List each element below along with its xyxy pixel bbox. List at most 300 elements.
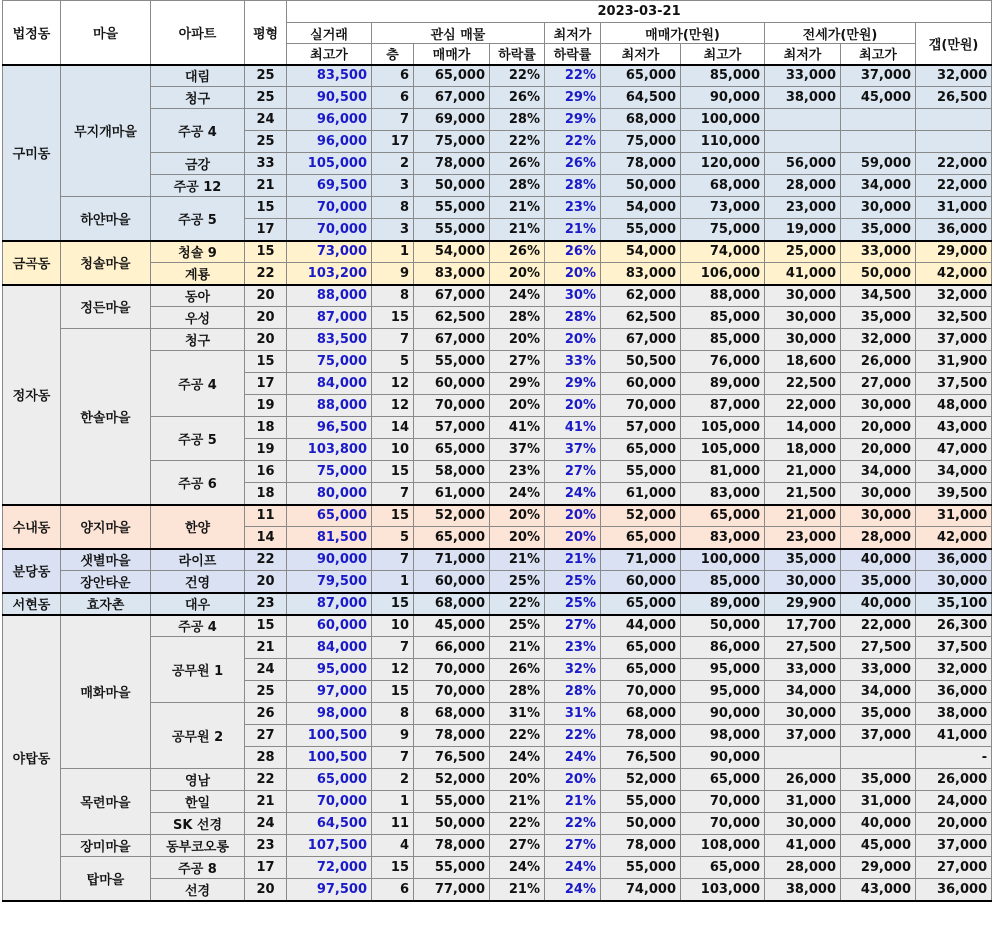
cell-sale-price: 70,000 — [414, 681, 490, 703]
cell-drop-rate: 22% — [490, 131, 545, 153]
cell-deal-max: 84,000 — [287, 637, 372, 659]
cell-pyeong: 15 — [245, 615, 287, 637]
cell-sale-max: 65,000 — [681, 769, 765, 791]
cell-drop-rate: 31% — [490, 703, 545, 725]
cell-min-drop: 25% — [545, 571, 601, 593]
cell-sale-price: 78,000 — [414, 153, 490, 175]
cell-gap: 31,000 — [916, 197, 992, 219]
header-dong: 법정동 — [3, 1, 61, 65]
cell-min-drop: 29% — [545, 87, 601, 109]
cell-drop-rate: 21% — [490, 197, 545, 219]
table-row — [3, 109, 992, 131]
cell-sale-min: 65,000 — [601, 637, 681, 659]
cell-drop-rate: 21% — [490, 879, 545, 901]
header-gap: 갭(만원) — [916, 23, 992, 65]
cell-sale-min: 68,000 — [601, 109, 681, 131]
cell-jeonse-max: 30,000 — [841, 505, 916, 527]
cell-floor: 6 — [372, 65, 414, 87]
cell-sale-min: 65,000 — [601, 439, 681, 461]
cell-drop-rate: 21% — [490, 219, 545, 241]
table-row — [3, 791, 992, 813]
table-row — [3, 637, 992, 659]
cell-sale-min: 65,000 — [601, 65, 681, 87]
cell-sale-min: 75,000 — [601, 131, 681, 153]
cell-sale-price: 67,000 — [414, 87, 490, 109]
cell-pyeong: 27 — [245, 725, 287, 747]
cell-gap: 37,500 — [916, 637, 992, 659]
cell-floor: 11 — [372, 813, 414, 835]
cell-pyeong: 28 — [245, 747, 287, 769]
cell-jeonse-min: 26,000 — [765, 769, 841, 791]
cell-jeonse-min: 25,000 — [765, 241, 841, 263]
table-row — [3, 571, 992, 593]
cell-min-drop: 27% — [545, 461, 601, 483]
cell-sale-max: 106,000 — [681, 263, 765, 285]
cell-floor: 7 — [372, 747, 414, 769]
cell-apt: 주공 12 — [151, 175, 245, 197]
cell-deal-max: 73,000 — [287, 241, 372, 263]
cell-sale-price: 58,000 — [414, 461, 490, 483]
cell-gap: 37,000 — [916, 835, 992, 857]
header-date: 2023-03-21 — [287, 1, 992, 23]
cell-sale-max: 65,000 — [681, 857, 765, 879]
cell-pyeong: 17 — [245, 219, 287, 241]
cell-jeonse-max: 43,000 — [841, 879, 916, 901]
cell-floor: 4 — [372, 835, 414, 857]
cell-sale-max: 85,000 — [681, 571, 765, 593]
cell-pyeong: 25 — [245, 65, 287, 87]
cell-pyeong: 18 — [245, 483, 287, 505]
cell-sale-price: 52,000 — [414, 769, 490, 791]
cell-gap: 32,500 — [916, 307, 992, 329]
cell-jeonse-min: 21,000 — [765, 505, 841, 527]
table-row — [3, 241, 992, 263]
cell-min-drop: 29% — [545, 109, 601, 131]
cell-pyeong: 22 — [245, 263, 287, 285]
cell-jeonse-min: 30,000 — [765, 703, 841, 725]
cell-apt: 대우 — [151, 593, 245, 615]
cell-dong: 서현동 — [3, 593, 61, 615]
cell-jeonse-max: 35,000 — [841, 307, 916, 329]
cell-sale-price: 67,000 — [414, 285, 490, 307]
cell-gap: 36,000 — [916, 681, 992, 703]
cell-min-drop: 28% — [545, 681, 601, 703]
cell-sale-min: 78,000 — [601, 153, 681, 175]
cell-pyeong: 11 — [245, 505, 287, 527]
cell-gap: - — [916, 747, 992, 769]
cell-sale-min: 67,000 — [601, 329, 681, 351]
cell-apt: 주공 8 — [151, 857, 245, 879]
cell-min-drop: 22% — [545, 131, 601, 153]
cell-sale-price: 70,000 — [414, 395, 490, 417]
cell-apt: 청구 — [151, 87, 245, 109]
cell-jeonse-max: 34,000 — [841, 681, 916, 703]
cell-deal-max: 80,000 — [287, 483, 372, 505]
cell-min-drop: 37% — [545, 439, 601, 461]
cell-apt: 주공 4 — [151, 351, 245, 417]
cell-floor: 7 — [372, 637, 414, 659]
cell-jeonse-max: 35,000 — [841, 703, 916, 725]
cell-pyeong: 17 — [245, 373, 287, 395]
cell-drop-rate: 28% — [490, 175, 545, 197]
cell-min-drop: 29% — [545, 373, 601, 395]
cell-dong: 수내동 — [3, 505, 61, 549]
cell-sale-max: 98,000 — [681, 725, 765, 747]
cell-drop-rate: 22% — [490, 725, 545, 747]
table-row — [3, 615, 992, 637]
header-sale-range: 매매가(만원) — [601, 23, 765, 44]
cell-sale-price: 62,500 — [414, 307, 490, 329]
cell-sale-max: 75,000 — [681, 219, 765, 241]
cell-sale-min: 50,000 — [601, 175, 681, 197]
cell-drop-rate: 27% — [490, 351, 545, 373]
table-row — [3, 461, 992, 483]
cell-jeonse-min: 18,000 — [765, 439, 841, 461]
cell-sale-min: 52,000 — [601, 505, 681, 527]
cell-pyeong: 23 — [245, 593, 287, 615]
cell-pyeong: 17 — [245, 857, 287, 879]
cell-drop-rate: 28% — [490, 307, 545, 329]
cell-drop-rate: 29% — [490, 373, 545, 395]
cell-jeonse-max — [841, 747, 916, 769]
table-row — [3, 505, 992, 527]
cell-drop-rate: 21% — [490, 549, 545, 571]
cell-sale-max: 70,000 — [681, 791, 765, 813]
cell-jeonse-max: 50,000 — [841, 263, 916, 285]
cell-deal-max: 97,500 — [287, 879, 372, 901]
cell-dong: 금곡동 — [3, 241, 61, 285]
cell-sale-min: 54,000 — [601, 241, 681, 263]
cell-drop-rate: 24% — [490, 483, 545, 505]
cell-village: 하얀마을 — [61, 197, 151, 241]
cell-sale-max: 81,000 — [681, 461, 765, 483]
cell-village: 효자촌 — [61, 593, 151, 615]
cell-apt: SK 선경 — [151, 813, 245, 835]
table-row — [3, 329, 992, 351]
cell-sale-price: 68,000 — [414, 703, 490, 725]
cell-jeonse-min: 41,000 — [765, 263, 841, 285]
cell-sale-price: 67,000 — [414, 329, 490, 351]
table-row — [3, 769, 992, 791]
cell-sale-min: 74,000 — [601, 879, 681, 901]
cell-jeonse-min: 21,000 — [765, 461, 841, 483]
table-row — [3, 813, 992, 835]
cell-min-drop: 28% — [545, 307, 601, 329]
cell-drop-rate: 23% — [490, 461, 545, 483]
cell-sale-price: 57,000 — [414, 417, 490, 439]
table-row — [3, 175, 992, 197]
cell-apt: 우성 — [151, 307, 245, 329]
cell-pyeong: 25 — [245, 87, 287, 109]
cell-drop-rate: 26% — [490, 241, 545, 263]
cell-jeonse-min: 30,000 — [765, 571, 841, 593]
cell-village: 샛별마을 — [61, 549, 151, 571]
cell-sale-price: 55,000 — [414, 791, 490, 813]
cell-sale-price: 52,000 — [414, 505, 490, 527]
cell-jeonse-min: 19,000 — [765, 219, 841, 241]
cell-jeonse-min: 33,000 — [765, 65, 841, 87]
cell-sale-price: 69,000 — [414, 109, 490, 131]
cell-sale-price: 68,000 — [414, 593, 490, 615]
cell-dong: 정자동 — [3, 285, 61, 505]
cell-min-drop: 32% — [545, 659, 601, 681]
cell-drop-rate: 41% — [490, 417, 545, 439]
cell-jeonse-max: 37,000 — [841, 65, 916, 87]
cell-drop-rate: 24% — [490, 285, 545, 307]
cell-min-drop: 25% — [545, 593, 601, 615]
cell-sale-max: 89,000 — [681, 593, 765, 615]
cell-deal-max: 105,000 — [287, 153, 372, 175]
cell-drop-rate: 28% — [490, 681, 545, 703]
cell-jeonse-min: 37,000 — [765, 725, 841, 747]
cell-sale-min: 55,000 — [601, 791, 681, 813]
cell-gap: 26,300 — [916, 615, 992, 637]
table-row — [3, 593, 992, 615]
cell-sale-max: 85,000 — [681, 65, 765, 87]
header-sale-max: 최고가 — [681, 44, 765, 65]
header-deal-max: 최고가 — [287, 44, 372, 65]
cell-sale-price: 70,000 — [414, 659, 490, 681]
cell-pyeong: 21 — [245, 175, 287, 197]
cell-min-drop: 23% — [545, 197, 601, 219]
cell-floor: 15 — [372, 461, 414, 483]
cell-pyeong: 21 — [245, 791, 287, 813]
cell-sale-min: 64,500 — [601, 87, 681, 109]
cell-sale-price: 50,000 — [414, 813, 490, 835]
cell-jeonse-min: 29,900 — [765, 593, 841, 615]
cell-floor: 9 — [372, 725, 414, 747]
cell-gap: 32,000 — [916, 65, 992, 87]
cell-pyeong: 20 — [245, 879, 287, 901]
cell-floor: 1 — [372, 241, 414, 263]
cell-sale-price: 55,000 — [414, 351, 490, 373]
cell-gap: 27,000 — [916, 857, 992, 879]
cell-drop-rate: 25% — [490, 615, 545, 637]
cell-gap: 20,000 — [916, 813, 992, 835]
cell-jeonse-min: 17,700 — [765, 615, 841, 637]
cell-deal-max: 90,000 — [287, 549, 372, 571]
cell-floor: 8 — [372, 197, 414, 219]
cell-jeonse-max: 20,000 — [841, 417, 916, 439]
cell-apt: 한양 — [151, 505, 245, 549]
cell-sale-price: 50,000 — [414, 175, 490, 197]
cell-pyeong: 25 — [245, 131, 287, 153]
cell-drop-rate: 20% — [490, 329, 545, 351]
cell-min-drop: 33% — [545, 351, 601, 373]
cell-jeonse-min: 30,000 — [765, 285, 841, 307]
cell-jeonse-min: 31,000 — [765, 791, 841, 813]
cell-apt: 청구 — [151, 329, 245, 351]
cell-drop-rate: 28% — [490, 109, 545, 131]
cell-apt: 영남 — [151, 769, 245, 791]
cell-jeonse-min: 30,000 — [765, 307, 841, 329]
cell-drop-rate: 26% — [490, 659, 545, 681]
cell-pyeong: 22 — [245, 549, 287, 571]
cell-jeonse-max — [841, 131, 916, 153]
cell-apt: 주공 5 — [151, 197, 245, 241]
cell-jeonse-min: 27,500 — [765, 637, 841, 659]
cell-drop-rate: 20% — [490, 395, 545, 417]
cell-min-drop: 20% — [545, 329, 601, 351]
cell-pyeong: 15 — [245, 241, 287, 263]
cell-min-drop: 20% — [545, 263, 601, 285]
cell-min-drop: 26% — [545, 241, 601, 263]
cell-gap: 37,000 — [916, 329, 992, 351]
header-sale-price: 매매가 — [414, 44, 490, 65]
cell-jeonse-min: 38,000 — [765, 879, 841, 901]
cell-sale-max: 65,000 — [681, 505, 765, 527]
cell-jeonse-max: 34,000 — [841, 175, 916, 197]
cell-drop-rate: 21% — [490, 637, 545, 659]
cell-deal-max: 70,000 — [287, 791, 372, 813]
cell-jeonse-max: 33,000 — [841, 241, 916, 263]
cell-deal-max: 100,500 — [287, 725, 372, 747]
cell-jeonse-min: 38,000 — [765, 87, 841, 109]
cell-gap: 29,000 — [916, 241, 992, 263]
table-row — [3, 153, 992, 175]
cell-pyeong: 21 — [245, 637, 287, 659]
cell-min-drop: 21% — [545, 549, 601, 571]
cell-jeonse-max: 30,000 — [841, 483, 916, 505]
cell-dong: 구미동 — [3, 65, 61, 241]
cell-deal-max: 81,500 — [287, 527, 372, 549]
cell-sale-price: 78,000 — [414, 725, 490, 747]
cell-gap: 30,000 — [916, 571, 992, 593]
header-pyeong: 평형 — [245, 1, 287, 65]
cell-drop-rate: 20% — [490, 769, 545, 791]
cell-jeonse-max: 40,000 — [841, 593, 916, 615]
header-drop-rate: 하락률 — [490, 44, 545, 65]
cell-jeonse-max: 22,000 — [841, 615, 916, 637]
cell-floor: 15 — [372, 307, 414, 329]
cell-jeonse-min: 33,000 — [765, 659, 841, 681]
cell-pyeong: 15 — [245, 351, 287, 373]
cell-sale-max: 88,000 — [681, 285, 765, 307]
cell-jeonse-max: 45,000 — [841, 835, 916, 857]
cell-sale-price: 45,000 — [414, 615, 490, 637]
cell-pyeong: 16 — [245, 461, 287, 483]
cell-sale-max: 100,000 — [681, 109, 765, 131]
cell-sale-price: 65,000 — [414, 439, 490, 461]
cell-sale-price: 78,000 — [414, 835, 490, 857]
cell-sale-max: 50,000 — [681, 615, 765, 637]
cell-village: 매화마을 — [61, 615, 151, 769]
cell-jeonse-min: 28,000 — [765, 175, 841, 197]
cell-floor: 7 — [372, 549, 414, 571]
cell-jeonse-max: 34,500 — [841, 285, 916, 307]
cell-gap: 47,000 — [916, 439, 992, 461]
cell-jeonse-max: 30,000 — [841, 197, 916, 219]
cell-sale-min: 55,000 — [601, 219, 681, 241]
cell-pyeong: 33 — [245, 153, 287, 175]
cell-sale-price: 65,000 — [414, 527, 490, 549]
cell-floor: 5 — [372, 527, 414, 549]
cell-deal-max: 107,500 — [287, 835, 372, 857]
cell-gap: 32,000 — [916, 659, 992, 681]
cell-floor: 6 — [372, 87, 414, 109]
table-row — [3, 703, 992, 725]
cell-jeonse-max: 32,000 — [841, 329, 916, 351]
cell-sale-min: 50,000 — [601, 813, 681, 835]
cell-jeonse-max: 27,500 — [841, 637, 916, 659]
cell-deal-max: 98,000 — [287, 703, 372, 725]
cell-jeonse-max: 31,000 — [841, 791, 916, 813]
cell-sale-min: 57,000 — [601, 417, 681, 439]
table-row — [3, 87, 992, 109]
cell-jeonse-max: 30,000 — [841, 395, 916, 417]
cell-drop-rate: 26% — [490, 153, 545, 175]
cell-min-drop: 28% — [545, 175, 601, 197]
cell-drop-rate: 22% — [490, 593, 545, 615]
cell-deal-max: 64,500 — [287, 813, 372, 835]
cell-village: 무지개마을 — [61, 65, 151, 197]
cell-min-drop: 26% — [545, 153, 601, 175]
cell-gap: 36,000 — [916, 549, 992, 571]
cell-jeonse-min: 14,000 — [765, 417, 841, 439]
cell-jeonse-max: 29,000 — [841, 857, 916, 879]
cell-min-drop: 22% — [545, 813, 601, 835]
cell-drop-rate: 20% — [490, 505, 545, 527]
cell-apt: 주공 6 — [151, 461, 245, 505]
cell-sale-min: 60,000 — [601, 373, 681, 395]
cell-jeonse-max: 59,000 — [841, 153, 916, 175]
cell-sale-max: 90,000 — [681, 87, 765, 109]
cell-floor: 2 — [372, 769, 414, 791]
cell-gap: 31,000 — [916, 505, 992, 527]
cell-drop-rate: 21% — [490, 791, 545, 813]
cell-jeonse-min — [765, 747, 841, 769]
cell-village: 장미마을 — [61, 835, 151, 857]
cell-pyeong: 26 — [245, 703, 287, 725]
cell-sale-max: 108,000 — [681, 835, 765, 857]
cell-apt: 공무원 2 — [151, 703, 245, 769]
cell-min-drop: 31% — [545, 703, 601, 725]
cell-sale-min: 61,000 — [601, 483, 681, 505]
table-row — [3, 65, 992, 87]
cell-floor: 12 — [372, 659, 414, 681]
cell-min-drop: 22% — [545, 65, 601, 87]
cell-sale-max: 89,000 — [681, 373, 765, 395]
cell-drop-rate: 26% — [490, 87, 545, 109]
cell-village: 정든마을 — [61, 285, 151, 329]
cell-jeonse-min: 22,500 — [765, 373, 841, 395]
cell-min-drop: 20% — [545, 395, 601, 417]
cell-sale-min: 54,000 — [601, 197, 681, 219]
cell-floor: 2 — [372, 153, 414, 175]
cell-floor: 8 — [372, 703, 414, 725]
cell-pyeong: 24 — [245, 813, 287, 835]
cell-jeonse-max: 40,000 — [841, 813, 916, 835]
cell-deal-max: 88,000 — [287, 285, 372, 307]
cell-min-drop: 22% — [545, 725, 601, 747]
cell-gap: 22,000 — [916, 175, 992, 197]
cell-sale-max: 74,000 — [681, 241, 765, 263]
cell-min-drop: 24% — [545, 483, 601, 505]
cell-sale-min: 83,000 — [601, 263, 681, 285]
cell-min-drop: 24% — [545, 747, 601, 769]
cell-apt: 건영 — [151, 571, 245, 593]
cell-floor: 7 — [372, 483, 414, 505]
table-row — [3, 285, 992, 307]
cell-floor: 14 — [372, 417, 414, 439]
cell-village: 한솔마을 — [61, 329, 151, 505]
cell-sale-price: 83,000 — [414, 263, 490, 285]
cell-sale-price: 60,000 — [414, 373, 490, 395]
cell-village: 목련마을 — [61, 769, 151, 835]
cell-gap: 32,000 — [916, 285, 992, 307]
cell-floor: 12 — [372, 395, 414, 417]
cell-sale-min: 68,000 — [601, 703, 681, 725]
